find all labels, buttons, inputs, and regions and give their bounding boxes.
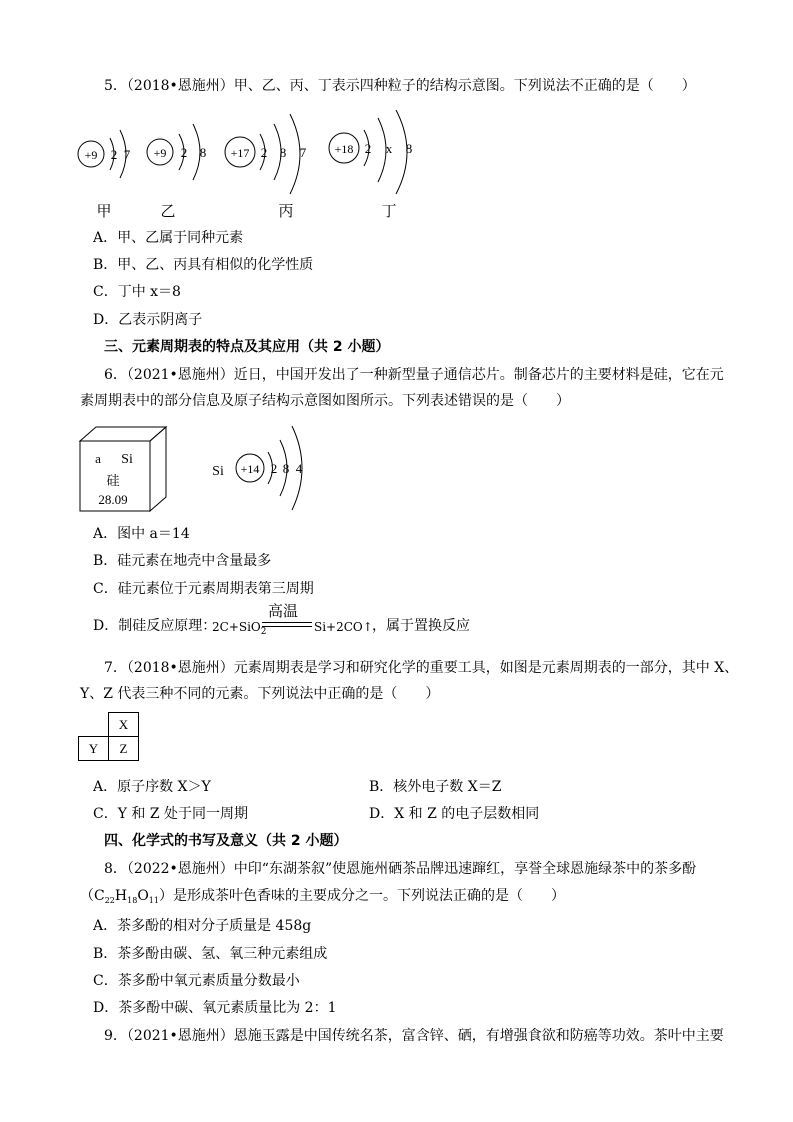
q6-equation-left: 2C+SiO$_2$: [212, 620, 267, 637]
q6-equation-equals-sign: [262, 622, 312, 627]
q8-stem-line2: $(C_{22}H_{18}O_{11})$是形成茶叶色香味的主要成分之一。下列说法正确的是（ ）: [80, 888, 565, 905]
q7-stem-line1: 7．（2018•恩施州）元素周期表是学习和研究化学的重要工具，如图是元素周期表的一部分，其中 X、: [104, 660, 739, 676]
q6-cell-name: 硅: [106, 473, 120, 488]
q6-atom-nucleus: +14: [240, 462, 260, 476]
atom-ding-shell-3: 8: [405, 141, 413, 156]
q6-option-d-suffix: ，属于置换反应: [372, 618, 470, 634]
q7-option-a: A．原子序数 X＞Y: [93, 779, 211, 795]
q7-option-d: D．X 和 Z 的电子层数相同: [369, 806, 540, 822]
atom-bing-shell-2: 8: [279, 145, 287, 160]
q6-atom-shell-1: 2: [270, 461, 278, 476]
q7-cell-y: Y: [79, 737, 109, 761]
atom-bing-label: 丙: [278, 204, 294, 220]
q6-option-d-prefix: D．制硅反应原理：: [93, 618, 217, 634]
q9-stem-line1: 9．（2021•恩施州）恩施玉露是中国传统名茶，富含锌、硒，有增强食欲和防癌等功效。茶叶中主要: [104, 1028, 724, 1044]
section-3-heading: 三、元素周期表的特点及其应用（共 2 小题）: [104, 339, 390, 355]
atom-jia-label: 甲: [96, 204, 112, 220]
atom-ding-label: 丁: [381, 204, 397, 220]
q6-equation-subscript: 2: [260, 627, 267, 637]
q6-stem-line1: 6．（2021•恩施州）近日，中国开发出了一种新型量子通信芯片。制备芯片的主要材料是硅，它在元: [104, 367, 724, 383]
q6-stem-line2: 素周期表中的部分信息及原子结构示意图如图所示。下列表述错误的是（ ）: [80, 393, 570, 409]
atom-jia-nucleus: +9: [84, 148, 98, 162]
q5-option-b: B．甲、乙、丙具有相似的化学性质: [93, 257, 314, 273]
q7-cell-x: X: [109, 713, 139, 737]
q5-option-d: D．乙表示阴离子: [93, 312, 203, 328]
q7-stem-line2: Y、Z 代表三种不同的元素。下列说法中正确的是（ ）: [80, 686, 440, 702]
q7-cell-z: Z: [109, 737, 139, 761]
atom-jia: [78, 130, 131, 220]
atom-yi-nucleus: +9: [153, 146, 167, 160]
atom-yi-label: 乙: [160, 204, 176, 220]
q5-option-a: A．甲、乙属于同种元素: [93, 230, 244, 246]
q8-stem-line1: 8．（2022•恩施州）中印“东湖茶叙”使恩施州硒茶品牌迅速蹿红，享誉全球恩施绿茶中的茶多酚: [104, 861, 697, 877]
atom-jia-shell-1: 2: [110, 147, 118, 162]
q6-option-b: B．硅元素在地壳中含量最多: [93, 553, 272, 569]
atom-ding-nucleus: +18: [334, 142, 354, 156]
q8-option-c: C．茶多酚中氧元素质量分数最小: [93, 973, 300, 989]
atom-ding-shell-2: x: [385, 141, 393, 156]
q6-atom-shell-3: 4: [295, 461, 303, 476]
q5-atom-diagrams: [76, 110, 436, 222]
atom-yi-shell-2: 8: [199, 145, 207, 160]
atom-bing-shell-1: 2: [260, 145, 268, 160]
q6-periodic-cell: [78, 425, 170, 515]
q8-option-d: D．茶多酚中碳、氧元素质量比为 2：1: [93, 1000, 337, 1016]
q6-cell-symbol: Si: [121, 452, 133, 467]
q7-option-b: B．核外电子数 X＝Z: [369, 779, 502, 795]
q8-option-b: B．茶多酚由碳、氢、氧三种元素组成: [93, 946, 328, 962]
q5-option-c: C．丁中 x＝8: [93, 284, 181, 300]
q7-option-c: C．Y 和 Z 处于同一周期: [93, 806, 249, 822]
q6-option-a: A．图中 a＝14: [93, 526, 190, 542]
atom-yi: [147, 124, 206, 220]
q6-si-atom-diagram: [208, 420, 318, 520]
atom-bing-shell-3: 7: [299, 145, 307, 160]
atom-bing-nucleus: +17: [230, 146, 250, 160]
atom-bing: [225, 114, 307, 220]
q6-cell-number: a: [95, 451, 101, 466]
q6-equation-condition: 高温: [268, 602, 299, 620]
q6-atom-symbol: Si: [212, 464, 224, 479]
atom-ding-shell-1: 2: [364, 141, 372, 156]
section-4-heading: 四、化学式的书写及意义（共 2 小题）: [104, 833, 348, 849]
q6-atom-shell-2: 8: [282, 461, 290, 476]
q8-option-a: A．茶多酚的相对分子质量是 458g: [93, 918, 312, 934]
atom-ding: [329, 110, 412, 220]
atom-yi-shell-1: 2: [180, 145, 188, 160]
q6-option-c: C．硅元素位于元素周期表第三周期: [93, 581, 314, 597]
q6-equation-right: Si+2CO↑: [314, 620, 373, 634]
atom-jia-shell-2: 7: [123, 147, 131, 162]
q7-periodic-fragment: [78, 712, 139, 761]
q5-stem: 5．（2018•恩施州）甲、乙、丙、丁表示四种粒子的结构示意图。下列说法不正确的是（ ）: [104, 78, 696, 94]
q6-cell-mass: 28.09: [98, 492, 128, 507]
